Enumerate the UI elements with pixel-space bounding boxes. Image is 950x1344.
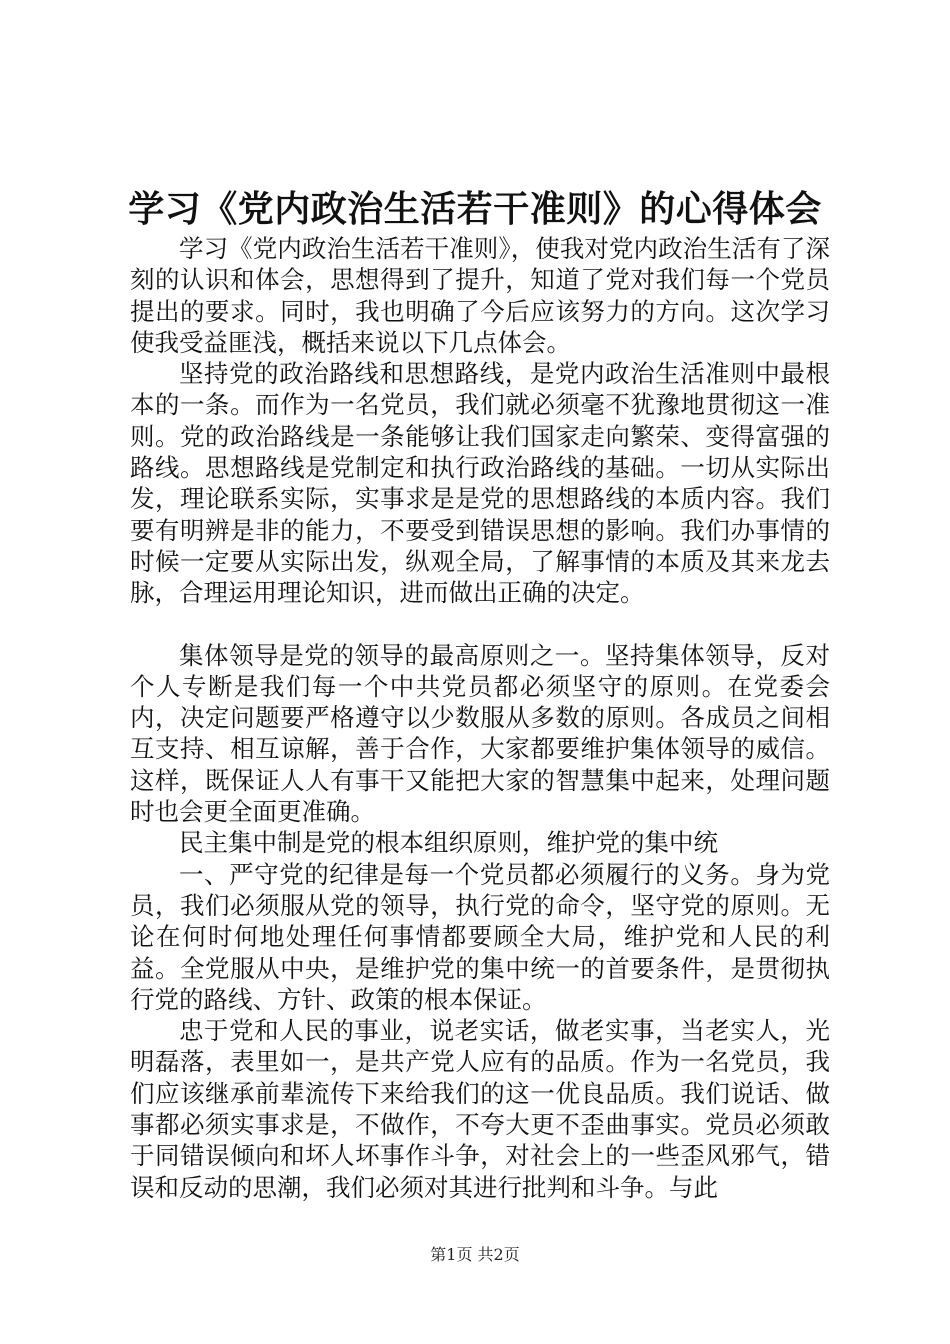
document-title: 学习《党内政治生活若干准则》的心得体会 — [128, 188, 822, 230]
paragraph-loyalty: 忠于党和人民的事业，说老实话，做老实事，当老实人，光明磊落，表里如一，是共产党人应有的品质。作为一名党员，我们应该继承前辈流传下来给我们的这一优良品质。我们说话、做事都必须实事求是，不做作，不夸大更不歪曲事实。党员必须敢于同错误倾向和坏人坏事作斗争，对社会上的一些歪风邪气，错误和反动的思潮，我们必须对其进行批判和斗争。与此 — [130, 1016, 830, 1202]
paragraph-collective-leadership: 集体领导是党的领导的最高原则之一。坚持集体领导，反对个人专断是我们每一个中共党员都必须坚守的原则。在党委会内，决定问题要严格遵守以少数服从多数的原则。各成员之间相互支持、相互谅解，善于合作，大家都要维护集体领导的威信。这样，既保证人人有事干又能把大家的智慧集中起来，处理问题时也会更全面更准确。 — [130, 640, 830, 827]
page-number-footer: 第1页 共2页 — [430, 1245, 520, 1264]
paragraph-party-discipline: 一、严守党的纪律是每一个党员都必须履行的义务。身为党员，我们必须服从党的领导，执行党的命令，坚守党的原则。无论在何时何地处理任何事情都要顾全大局，维护党和人民的利益。全党服从中央，是维护党的集中统一的首要条件，是贯彻执行党的路线、方针、政策的根本保证。 — [130, 859, 830, 1014]
paragraph-democratic-centralism: 民主集中制是党的根本组织原则，维护党的集中统 — [179, 828, 718, 858]
paragraph-spacer — [130, 609, 830, 640]
document-body — [130, 233, 830, 1203]
paragraph-political-line: 坚持党的政治路线和思想路线，是党内政治生活准则中最根本的一条。而作为一名党员，我们就必须毫不犹豫地贯彻这一准则。党的政治路线是一条能够让我们国家走向繁荣、变得富强的路线。思想路线是党制定和执行政治路线的基础。一切从实际出发，理论联系实际，实事求是是党的思想路线的本质内容。我们要有明辨是非的能力，不要受到错误思想的影响。我们办事情的时候一定要从实际出发，纵观全局，了解事情的本质及其来龙去脉，合理运用理论知识，进而做出正确的决定。 — [130, 359, 830, 608]
paragraph-intro: 学习《党内政治生活若干准则》，使我对党内政治生活有了深刻的认识和体会，思想得到了提升，知道了党对我们每一个党员提出的要求。同时，我也明确了今后应该努力的方向。这次学习使我受益匪浅，概括来说以下几点体会。 — [130, 234, 830, 357]
